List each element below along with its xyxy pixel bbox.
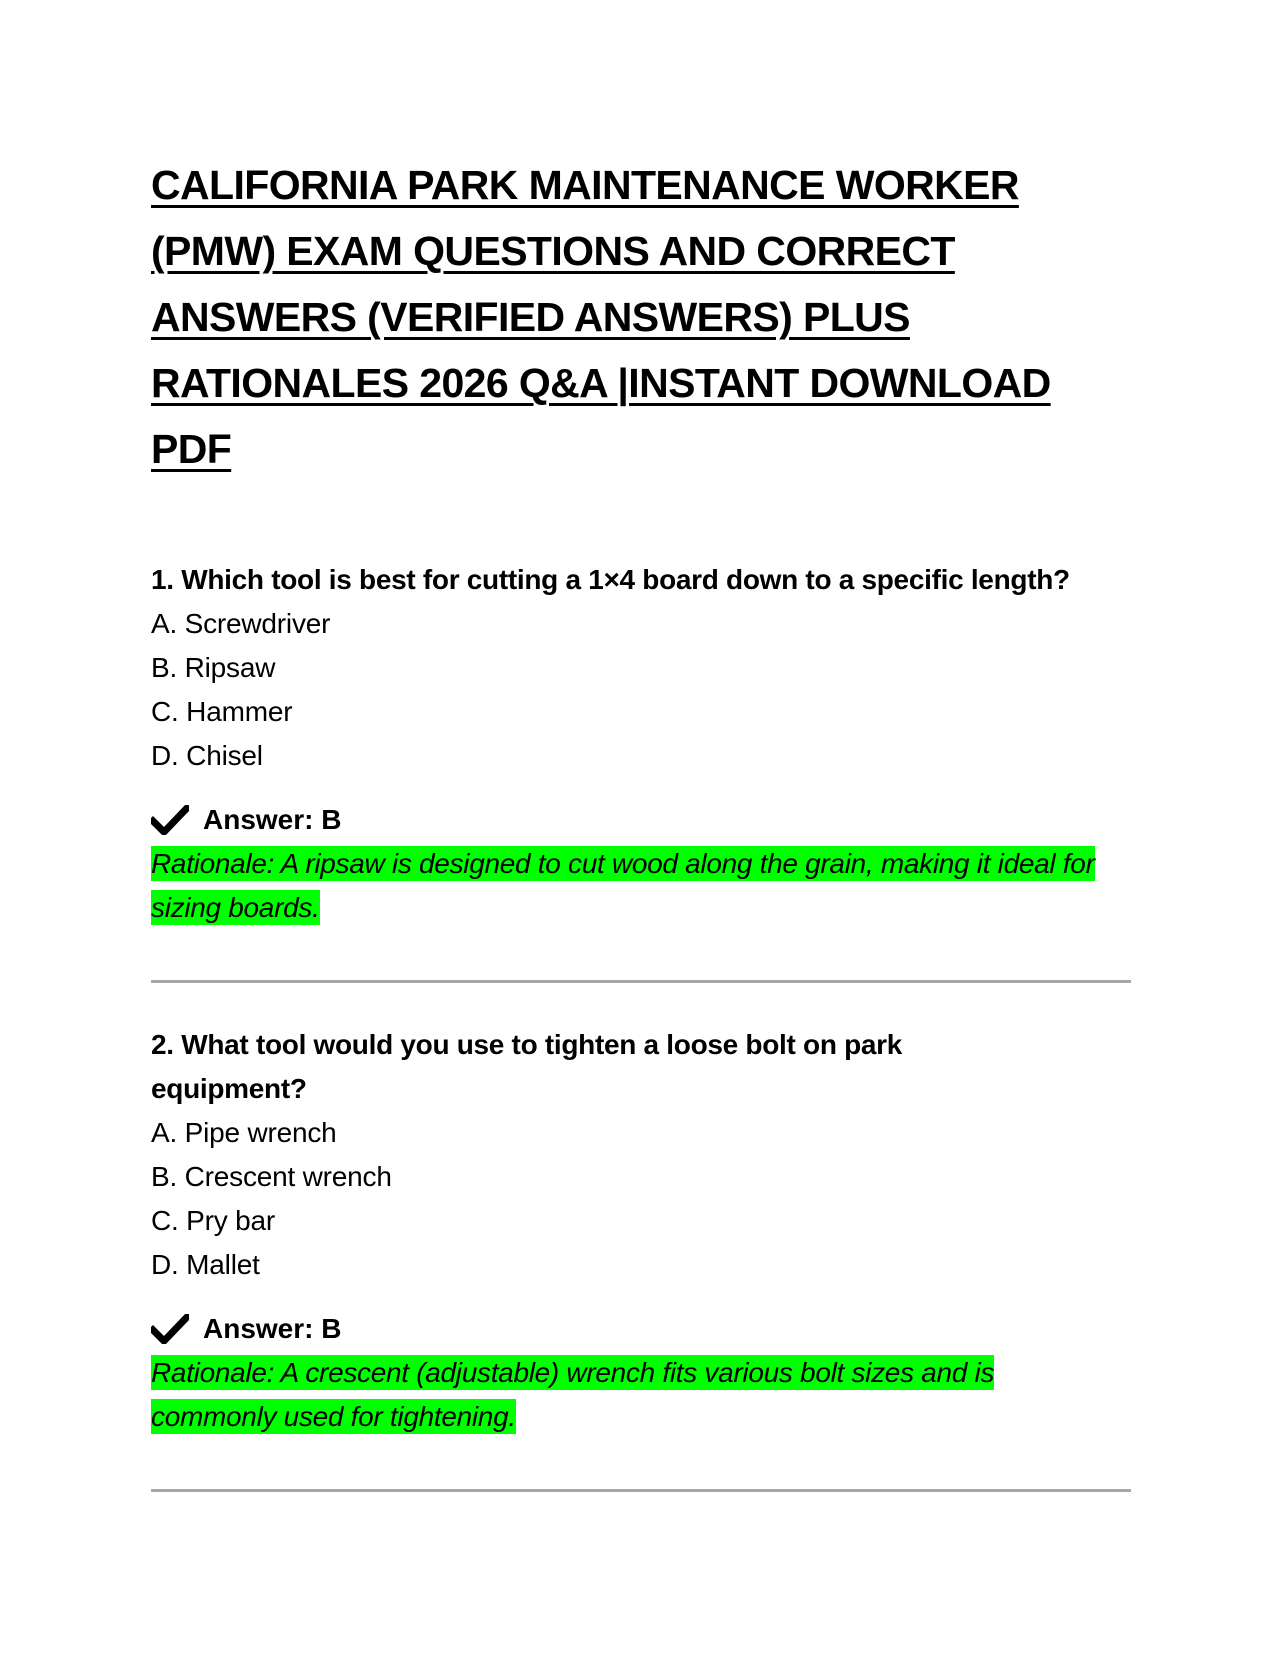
option-c: C. Pry bar — [151, 1205, 276, 1236]
question-text: 1. Which tool is best for cutting a 1×4 board down to a specific length? — [151, 564, 1070, 595]
options-list — [151, 602, 1131, 778]
divider — [151, 980, 1131, 983]
answer-label: Answer: B — [203, 1313, 342, 1344]
option-d: D. Chisel — [151, 740, 263, 771]
option-b: B. Crescent wrench — [151, 1161, 392, 1192]
option-b: B. Ripsaw — [151, 652, 276, 683]
rationale — [151, 842, 1111, 930]
question-text: 2. What tool would you use to tighten a loose bolt on park equipment? — [151, 1029, 903, 1104]
option-a: A. Screwdriver — [151, 608, 331, 639]
option-c: C. Hammer — [151, 696, 293, 727]
option-d: D. Mallet — [151, 1249, 260, 1280]
question-block — [151, 1023, 1131, 1492]
options-list — [151, 1111, 1131, 1287]
rationale — [151, 1351, 1111, 1439]
checkmark-icon — [151, 1314, 189, 1344]
document-page — [151, 152, 1131, 1492]
answer-line — [151, 1307, 1131, 1351]
option-a: A. Pipe wrench — [151, 1117, 337, 1148]
rationale-text: Rationale: A crescent (adjustable) wrench fits various bolt sizes and is commonly used for tightening. — [151, 1357, 995, 1432]
divider — [151, 1489, 1131, 1492]
answer-line — [151, 798, 1131, 842]
checkmark-icon — [151, 805, 189, 835]
rationale-text: Rationale: A ripsaw is designed to cut wood along the grain, making it ideal for sizing boards. — [151, 848, 1095, 923]
question-block — [151, 558, 1131, 983]
document-title: CALIFORNIA PARK MAINTENANCE WORKER (PMW) EXAM QUESTIONS AND CORRECT ANSWERS (VERIFIED ANSWERS) PLUS RATIONALES 2026 Q&A |INSTANT DOWNLOAD PDF — [151, 162, 1051, 472]
answer-label: Answer: B — [203, 804, 342, 835]
